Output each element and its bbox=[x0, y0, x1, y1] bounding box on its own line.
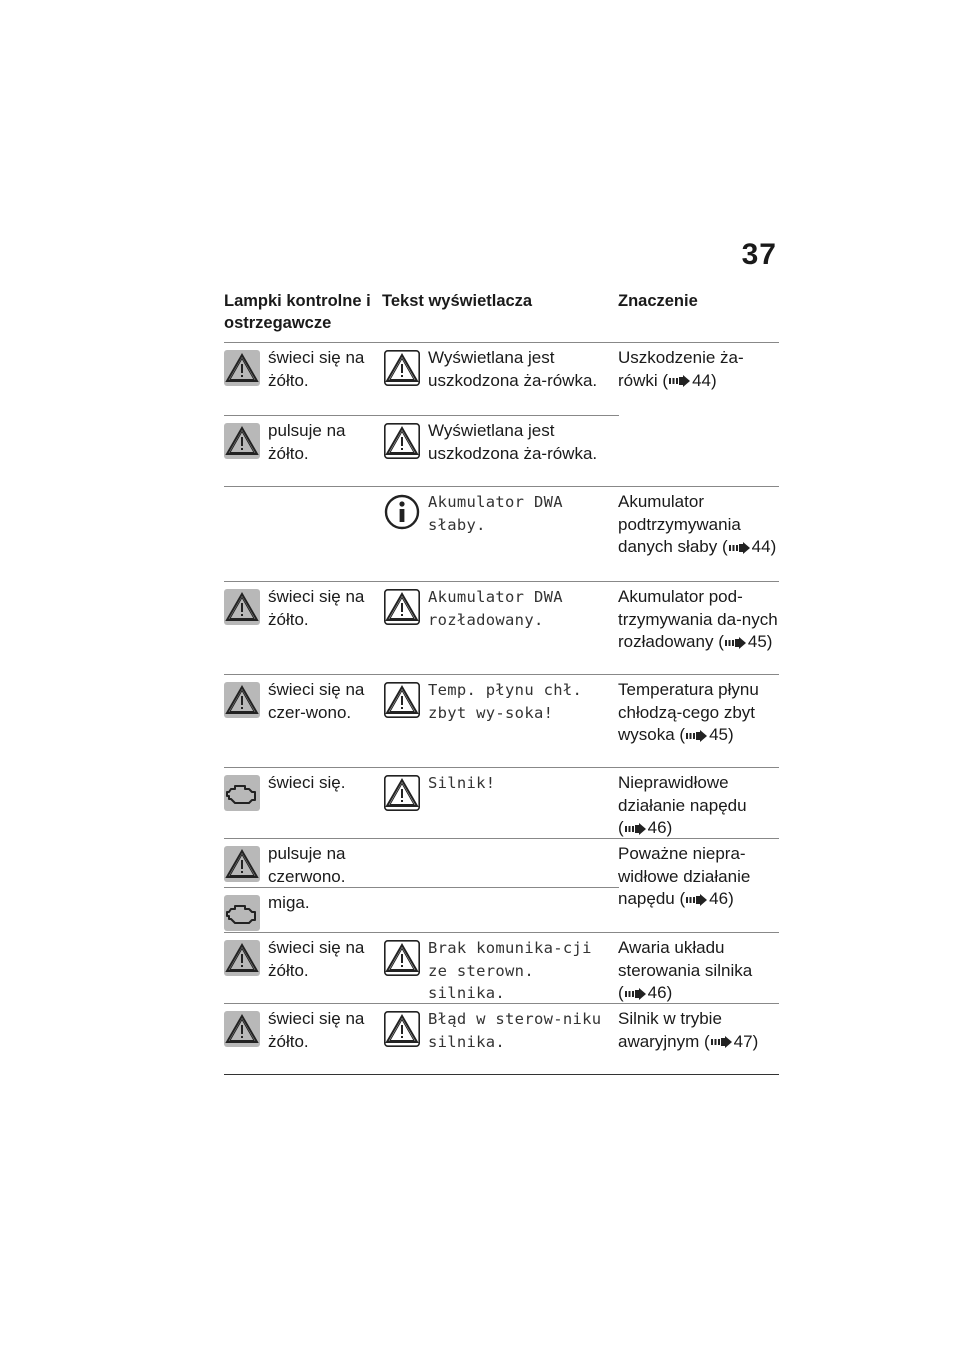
warning-triangle-icon bbox=[224, 350, 260, 386]
meaning-label: Poważne niepra-widłowe działanie napędu bbox=[618, 844, 751, 908]
table-row bbox=[224, 1003, 779, 1075]
warning-triangle-icon bbox=[224, 1011, 260, 1047]
meaning-text bbox=[618, 347, 778, 392]
meaning-text bbox=[618, 1008, 778, 1053]
lamp-status-text: świeci się. bbox=[268, 773, 346, 792]
display-warning-triangle-icon bbox=[384, 423, 420, 459]
page-reference-link[interactable]: ( 45) bbox=[718, 632, 773, 651]
meaning-label: Awaria układu sterowania silnika bbox=[618, 938, 753, 980]
header-meaning: Znaczenie bbox=[618, 292, 698, 310]
page-reference-number: 46 bbox=[709, 889, 729, 908]
header-display: Tekst wyświetlacza bbox=[382, 292, 533, 310]
page-reference-link[interactable]: ( 47) bbox=[703, 1031, 759, 1051]
display-warning-triangle-icon bbox=[384, 1011, 420, 1047]
page-reference-link[interactable]: ( 46) bbox=[679, 889, 734, 908]
warning-triangle-icon bbox=[224, 423, 260, 459]
table-row bbox=[224, 486, 779, 581]
lamp-status-text: miga. bbox=[268, 893, 310, 912]
table-row bbox=[224, 887, 779, 932]
page-number: 37 bbox=[741, 238, 777, 271]
table-row bbox=[224, 767, 779, 838]
engine-icon bbox=[224, 775, 260, 811]
header-lamps: Lampki kontrolne i ostrzegawcze bbox=[224, 292, 371, 332]
meaning-label: Silnik w trybie awaryjnym bbox=[618, 1009, 722, 1051]
display-warning-triangle-icon bbox=[384, 682, 420, 718]
meaning-label: Akumulator pod-trzymywania da-nych rozładowany bbox=[618, 587, 778, 651]
meaning-label: Nieprawidłowe działanie napędu bbox=[618, 773, 747, 815]
page-reference-number: 46 bbox=[647, 818, 667, 837]
page-reference-number: 47 bbox=[733, 1031, 753, 1051]
table-row bbox=[224, 674, 779, 767]
page-reference-link[interactable]: ( 46) bbox=[618, 983, 673, 1002]
meaning-label: Uszkodzenie ża-rówki bbox=[618, 348, 744, 390]
display-text: Akumulator DWA słaby. bbox=[428, 493, 563, 534]
warning-triangle-icon bbox=[224, 589, 260, 625]
page-reference-link[interactable]: ( 45) bbox=[679, 725, 734, 744]
lamp-status-text: świeci się na czer-wono. bbox=[268, 680, 365, 722]
display-warning-triangle-icon bbox=[384, 940, 420, 976]
display-text: Wyświetlana jest uszkodzona ża-rówka. bbox=[428, 348, 598, 390]
page-reference-link[interactable]: ( 46) bbox=[618, 818, 673, 837]
display-text: Wyświetlana jest uszkodzona ża-rówka. bbox=[428, 421, 598, 463]
meaning-text bbox=[618, 586, 778, 654]
row-divider bbox=[224, 415, 619, 416]
page-reference-link[interactable]: ( 44) bbox=[721, 537, 777, 556]
engine-icon bbox=[224, 895, 260, 931]
row-divider bbox=[224, 887, 619, 888]
page-reference-number: 46 bbox=[647, 983, 667, 1002]
meaning-text bbox=[618, 679, 778, 747]
warning-triangle-icon bbox=[224, 682, 260, 718]
table-row bbox=[224, 581, 779, 674]
page-reference-number: 45 bbox=[709, 725, 729, 744]
display-warning-triangle-icon bbox=[384, 589, 420, 625]
display-info-icon bbox=[384, 494, 420, 530]
meaning-text bbox=[618, 937, 778, 1005]
table-row bbox=[224, 932, 779, 1003]
lamp-status-text: pulsuje na żółto. bbox=[268, 421, 346, 463]
lamp-status-text: świeci się na żółto. bbox=[268, 938, 365, 980]
lamp-status-text: pulsuje na czerwono. bbox=[268, 844, 346, 886]
meaning-text bbox=[618, 491, 778, 559]
warning-lamps-table bbox=[224, 290, 779, 1075]
warning-triangle-icon bbox=[224, 940, 260, 976]
display-text: Brak komunika-cji ze sterown. silnika. bbox=[428, 939, 592, 1002]
meaning-text bbox=[618, 772, 778, 840]
display-text: Silnik! bbox=[428, 774, 496, 792]
display-text: Temp. płynu chł. zbyt wy-soka! bbox=[428, 681, 583, 722]
table-header bbox=[224, 290, 779, 342]
display-warning-triangle-icon bbox=[384, 350, 420, 386]
table-row bbox=[224, 342, 779, 415]
page-reference-number: 44 bbox=[692, 370, 711, 390]
lamp-status-text: świeci się na żółto. bbox=[268, 348, 365, 390]
table-row bbox=[224, 415, 779, 486]
page-reference-number: 45 bbox=[747, 632, 767, 651]
display-text: Akumulator DWA rozładowany. bbox=[428, 588, 563, 629]
warning-triangle-icon bbox=[224, 846, 260, 882]
meaning-label: Temperatura płynu chłodzą-cego zbyt wysoka bbox=[618, 680, 759, 744]
display-warning-triangle-icon bbox=[384, 775, 420, 811]
lamp-status-text: świeci się na żółto. bbox=[268, 1009, 365, 1051]
display-text: Błąd w sterow-niku silnika. bbox=[428, 1010, 602, 1051]
meaning-label: Akumulator podtrzymywania danych słaby bbox=[618, 492, 741, 556]
page-reference-number: 44 bbox=[751, 537, 771, 556]
lamp-status-text: świeci się na żółto. bbox=[268, 587, 365, 629]
page-reference-link[interactable]: ( 44) bbox=[662, 370, 717, 390]
